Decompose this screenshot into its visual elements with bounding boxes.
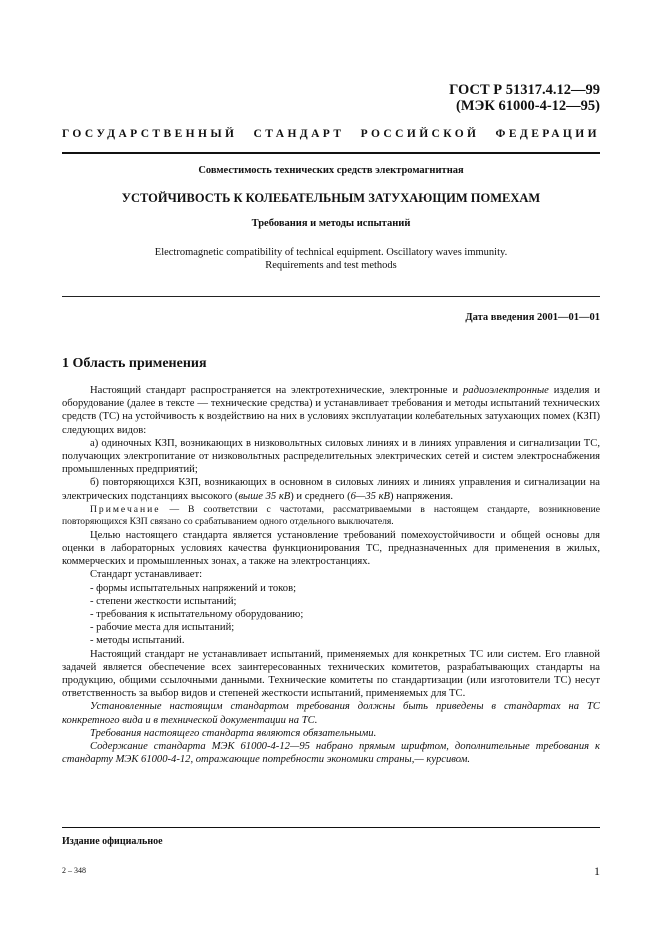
document-title: УСТОЙЧИВОСТЬ К КОЛЕБАТЕЛЬНЫМ ЗАТУХАЮЩИМ ПОМЕХАМ (121, 191, 541, 205)
note (62, 504, 600, 528)
note-label: Примечание (90, 503, 161, 515)
paragraph: Стандарт устанавливает: (90, 569, 203, 581)
introduction-date: Дата введения 2001—01—01 (465, 312, 600, 323)
list-item: - требования к испытательному оборудованию; (90, 609, 304, 621)
paragraph: Содержание стандарта МЭК 61000-4-12—95 набрано прямым шрифтом, дополнительные требования к стандарту МЭК 61000-4-12, отражающие потребности экономики страны,— курсивом. (62, 741, 600, 766)
edition-label: Издание официальное (62, 836, 163, 847)
paragraph: Требования настоящего стандарта являются обязательными. (90, 727, 377, 739)
header-word: РОССИЙСКОЙ (360, 128, 480, 140)
paragraph (62, 476, 600, 502)
paragraph (62, 384, 600, 437)
note-text: — В соответствии с частотами, рассматриваемыми в настоящем стандарте, возникновение повторяющихся КЗП связано со срабатыванием одного отдельного выключателя. (62, 503, 600, 527)
text-run: б) повторяющихся КЗП, возникающих в основном в силовых линиях и линиях управления и сигнализации на электрических подстанциях высокого ( (62, 477, 600, 502)
italic-run: выше 35 кВ (238, 490, 291, 502)
standard-header (62, 128, 600, 140)
list-item: - степени жесткости испытаний; (90, 595, 237, 607)
list-item: - методы испытаний. (90, 635, 185, 647)
header-word: СТАНДАРТ (253, 128, 345, 140)
standard-number: ГОСТ Р 51317.4.12—99 (449, 82, 600, 98)
list-item: - формы испытательных напряжений и токов; (90, 582, 297, 594)
section-body (62, 384, 600, 766)
header-word: ФЕДЕРАЦИИ (495, 128, 600, 140)
header-divider (62, 152, 600, 154)
title-divider (62, 296, 600, 297)
text-run: ) напряжения. (390, 490, 454, 502)
document-subtitle: Совместимость технических средств электромагнитная (198, 165, 464, 176)
paragraph: Целью настоящего стандарта является установление требований помехоустойчивости и общей основы для оценки в лабораторных условиях качества функционирования ТС, предназначенных для применения в жилых, коммерческих и промышленных зонах, а также на электростанциях. (62, 529, 600, 568)
list-item: - рабочие места для испытаний; (90, 622, 235, 634)
page-number: 1 (594, 864, 600, 878)
paragraph: а) одиночных КЗП, возникающих в низковольтных силовых линиях и в линиях управления и сигнализации ТС, получающих электропитание от низковольтных распределительных электрических сетей и систем электроснабжения промышленных предприятий; (62, 437, 600, 476)
footer-divider (62, 827, 600, 828)
english-title-line: Electromagnetic compatibility of technical equipment. Oscillatory waves immunity. (154, 247, 508, 258)
english-title-line: Requirements and test methods (265, 260, 397, 271)
text-run: Настоящий стандарт распространяется на электротехнические, электронные и (90, 385, 463, 396)
iec-number: (МЭК 61000-4-12—95) (456, 98, 600, 114)
document-methods: Требования и методы испытаний (251, 218, 411, 229)
print-code: 2 – 348 (62, 866, 86, 875)
english-title (62, 246, 600, 272)
text-run: ) и среднего ( (290, 490, 351, 502)
italic-run: 6—35 кВ (350, 490, 391, 502)
paragraph: Установленные настоящим стандартом требования должны быть приведены в стандартах на ТС конкретного вида и в технической документации на ТС. (62, 701, 600, 726)
section-title: 1 Область применения (62, 356, 207, 371)
text-run: изделия и оборудование (далее в тексте — технические средства) и устанавливает требования и методы испытаний технических средств (ТС) на устойчивость к воздействию на них в условиях эксплуатации колебательных затухающих помех (КЗП) следующих видов: (62, 385, 600, 436)
standard-code (449, 82, 600, 114)
header-word: ГОСУДАРСТВЕННЫЙ (62, 128, 238, 140)
italic-run: радиоэлектронные (463, 385, 549, 396)
paragraph: Настоящий стандарт не устанавливает испытаний, применяемых для конкретных ТС или систем. Его главной задачей является обеспечение всех заинтересованных технических комитетов, разрабатывающих стандарты на продукцию, общими ссылочными данными. Технические комитеты по стандартизации (или изготовители ТС) несут ответственность за выбор видов и степеней жесткости испытаний, применяемых для ТС. (62, 648, 600, 700)
